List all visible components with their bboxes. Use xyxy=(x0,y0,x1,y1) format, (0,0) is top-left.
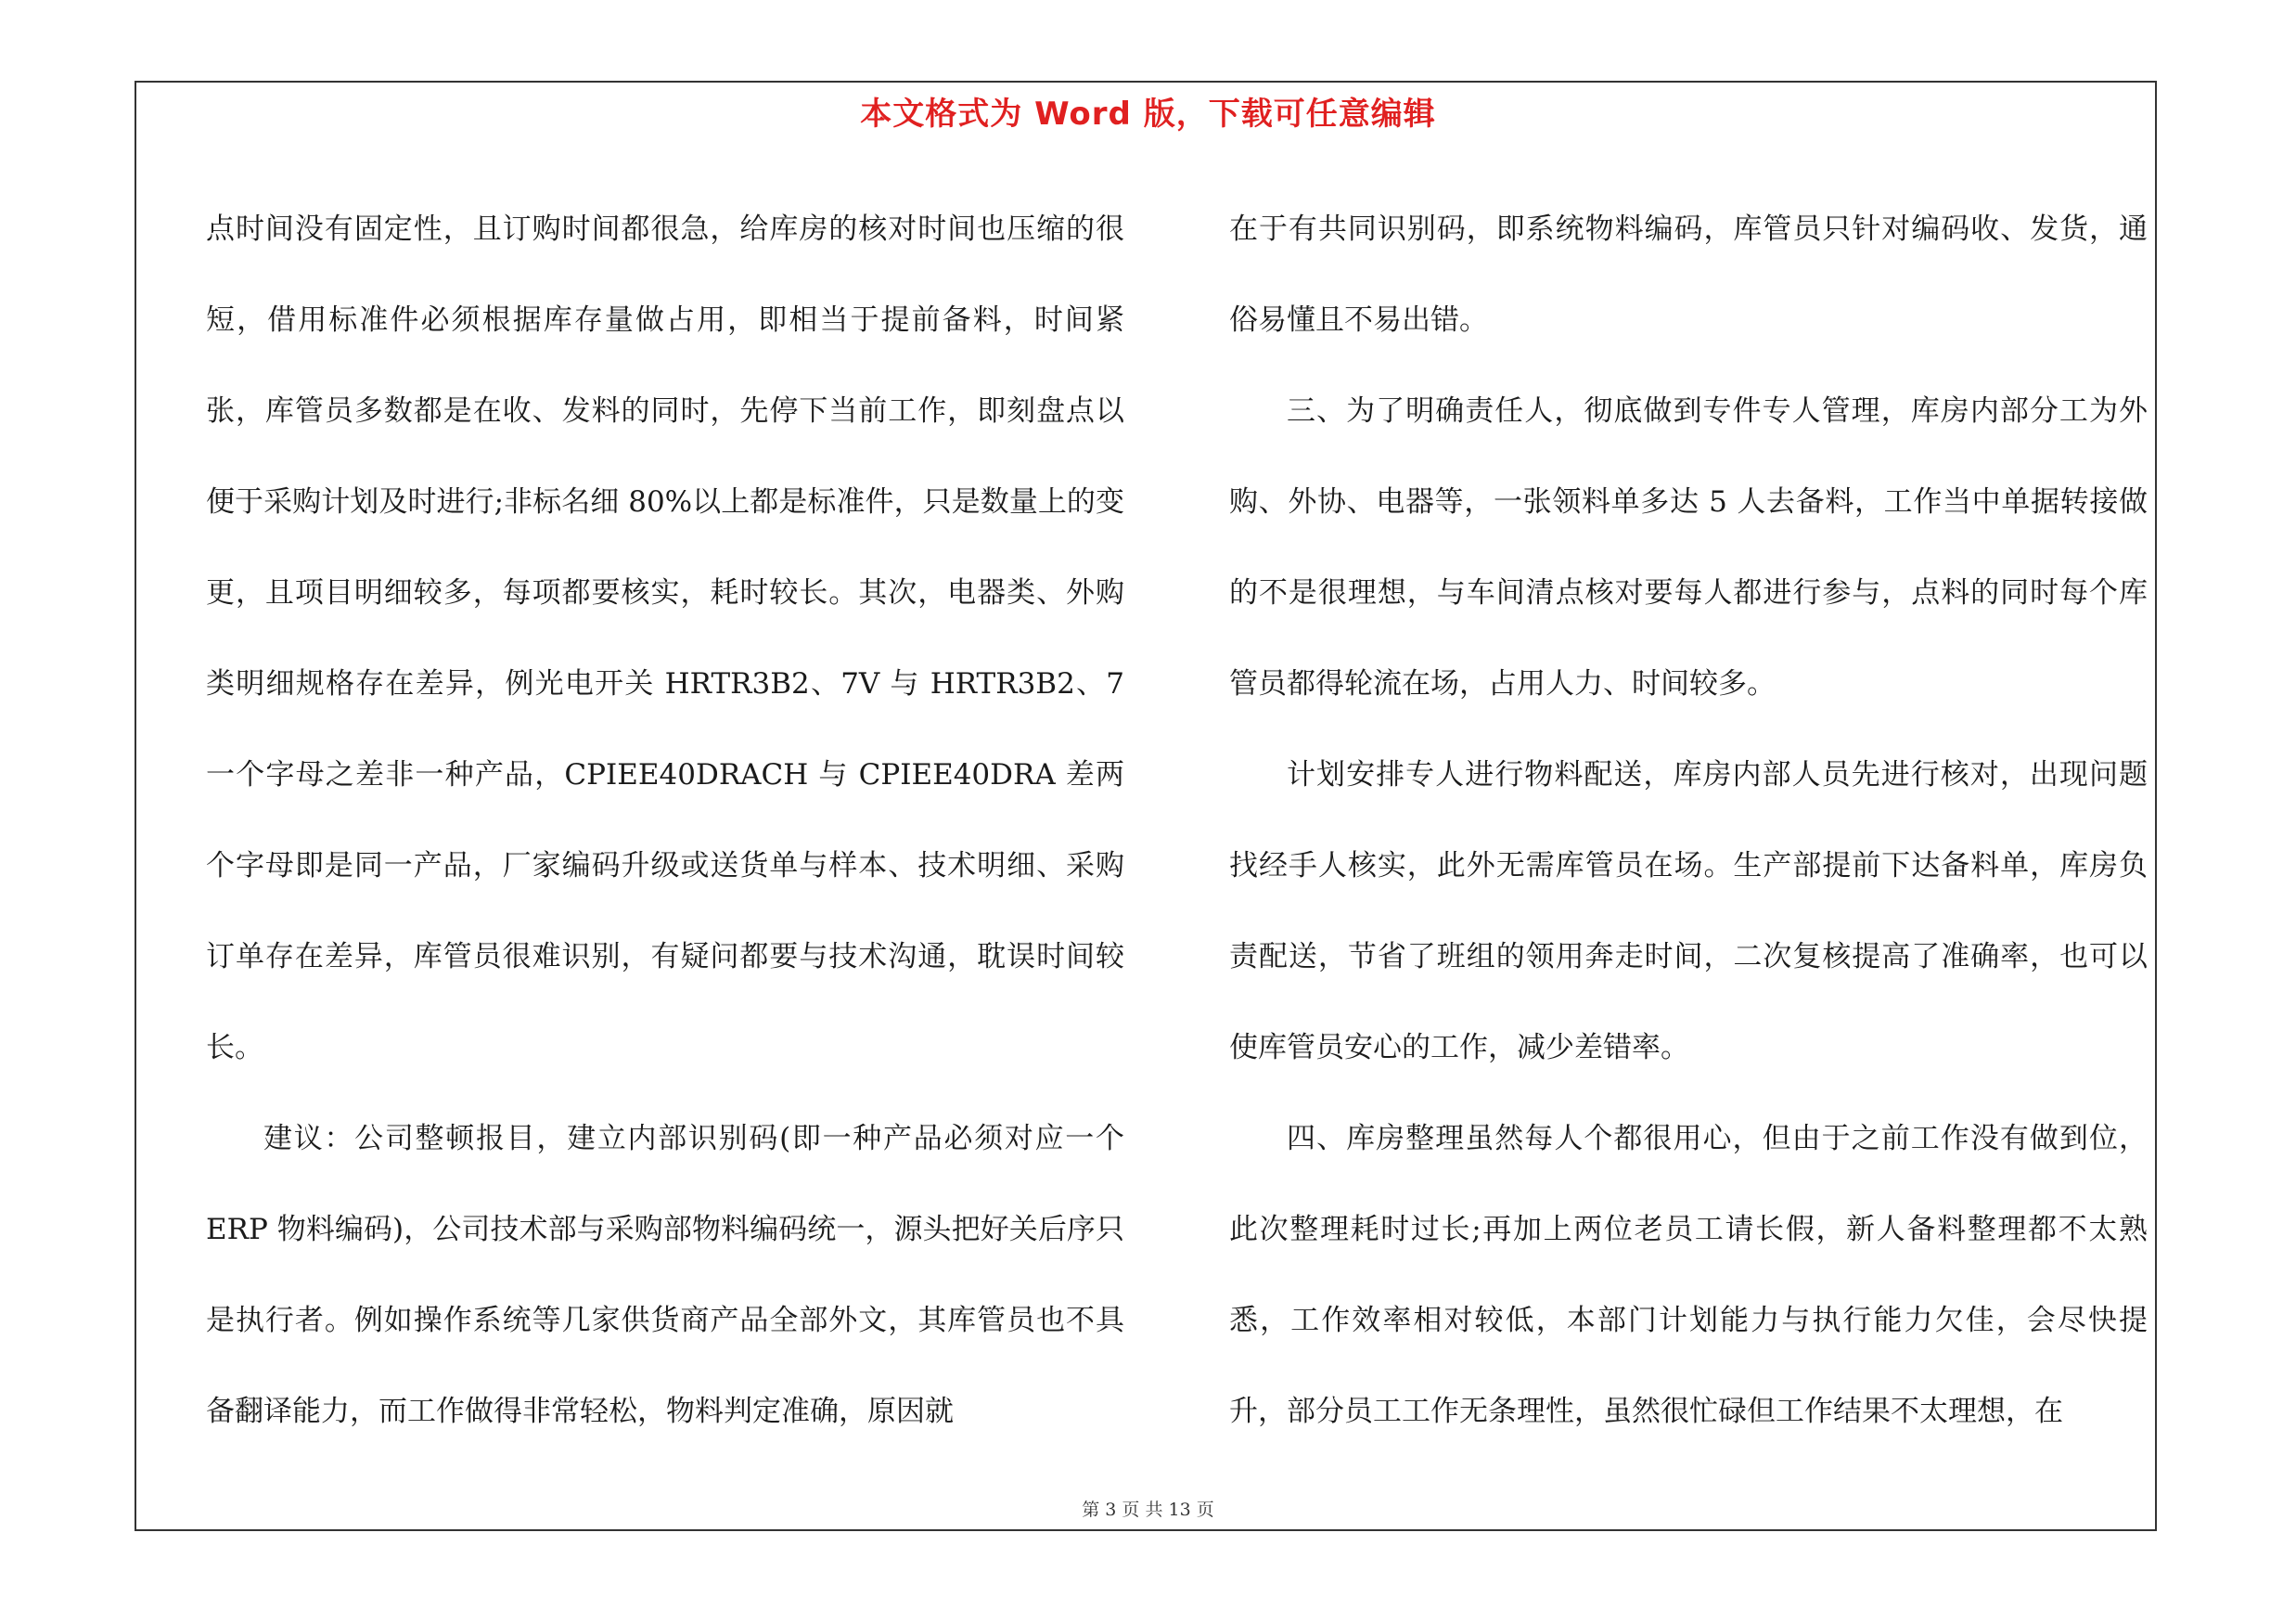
left-paragraph-1: 点时间没有固定性，且订购时间都很急，给库房的核对时间也压缩的很短，借用标准件必须根据库存量做占用，即相当于提前备料，时间紧张，库管员多数都是在收、发料的同时，先停下当前工作，即刻盘点以便于采购计划及时进行;非标名细 80%以上都是标准件，只是数量上的变更，且项目明细较多，每项都要核实，耗时较长。其次，电器类、外购类明细规格存在差异，例光电开关 HRTR3B2、7V 与 HRTR3B2、7 一个字母之差非一种产品，CPIEE40DRACH 与 CPIEE40DRA 差两个字母即是同一产品，厂家编码升级或送货单与样本、技术明细、采购订单存在差异，库管员很难识别，有疑问都要与技术沟通，耽误时间较长。 xyxy=(206,213,1124,1064)
right-paragraph-2: 三、为了明确责任人，彻底做到专件专人管理，库房内部分工为外购、外协、电器等，一张领料单多达 5 人去备料，工作当中单据转接做的不是很理想，与车间清点核对要每人都进行参与，点料的同时每个库管员都得轮流在场，占用人力、时间较多。 xyxy=(1229,394,2148,701)
right-paragraph-1: 在于有共同识别码，即系统物料编码，库管员只针对编码收、发货，通俗易懂且不易出错。 xyxy=(1229,213,2148,337)
right-column xyxy=(1229,184,2148,1457)
right-paragraph-4: 四、库房整理虽然每人个都很用心，但由于之前工作没有做到位，此次整理耗时过长;再加上两位老员工请长假，新人备料整理都不太熟悉，工作效率相对较低，本部门计划能力与执行能力欠佳，会尽快提升，部分员工工作无条理性，虽然很忙碌但工作结果不太理想，在 xyxy=(1229,1122,2148,1428)
right-paragraph-3: 计划安排专人进行物料配送，库房内部人员先进行核对，出现问题找经手人核实，此外无需库管员在场。生产部提前下达备料单，库房负责配送，节省了班组的领用奔走时间，二次复核提高了准确率，也可以使库管员安心的工作，减少差错率。 xyxy=(1229,758,2148,1064)
left-paragraph-2: 建议：公司整顿报目，建立内部识别码(即一种产品必须对应一个 ERP 物料编码)，公司技术部与采购部物料编码统一，源头把好关后序只是执行者。例如操作系统等几家供货商产品全部外文，其库管员也不具备翻译能力，而工作做得非常轻松，物料判定准确，原因就 xyxy=(206,1122,1124,1428)
left-column xyxy=(206,184,1124,1457)
page-number: 第 3 页 共 13 页 xyxy=(1082,1500,1214,1520)
word-format-notice: 本文格式为 Word 版，下载可任意编辑 xyxy=(860,96,1436,133)
